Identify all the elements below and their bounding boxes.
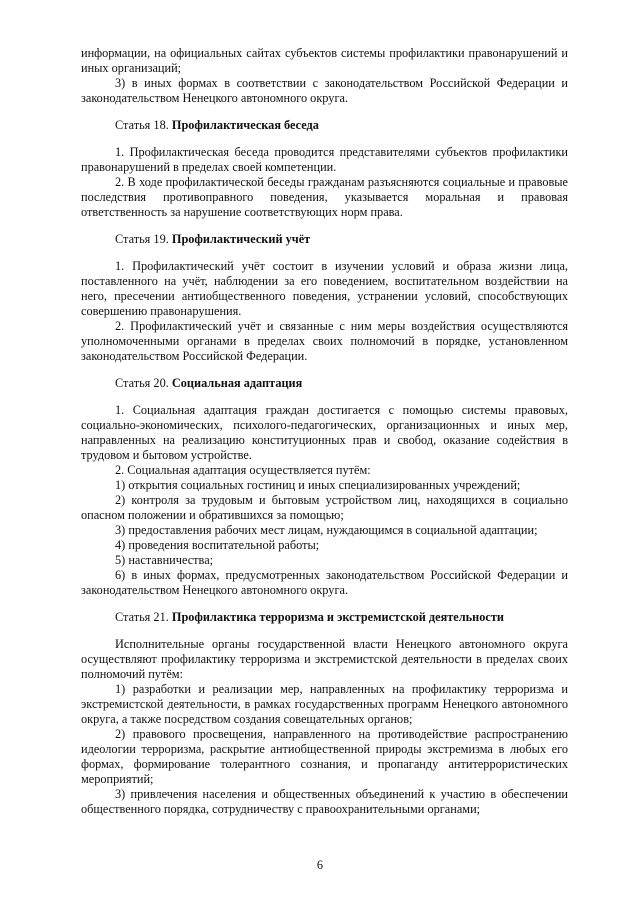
article-title: Социальная адаптация <box>171 376 303 390</box>
paragraph: 2. Социальная адаптация осуществляется путём: <box>115 463 371 477</box>
article-heading <box>81 610 568 625</box>
article-heading <box>81 232 568 247</box>
article-number: Статья 18. <box>115 118 172 132</box>
paragraph: 1) открытия социальных гостиниц и иных специализированных учреждений; <box>115 478 521 492</box>
paragraph: 3) привлечения населения и общественных объединений к участию в обеспечении общественного порядка, сотрудничеству с правоохранительными органами; <box>81 787 568 816</box>
paragraph: 5) наставничества; <box>115 553 214 567</box>
paragraph: 6) в иных формах, предусмотренных законодательством Российской Федерации и законодательством Ненецкого автономного округа. <box>81 568 568 597</box>
paragraph: 4) проведения воспитательной работы; <box>115 538 320 552</box>
article-heading <box>81 376 568 391</box>
paragraph: информации, на официальных сайтах субъектов системы профилактики правонарушений и иных организаций; <box>81 46 568 75</box>
document-body <box>81 46 568 817</box>
article-number: Статья 21. <box>115 610 172 624</box>
paragraph: 3) предоставления рабочих мест лицам, нуждающимся в социальной адаптации; <box>115 523 538 537</box>
page-number: 6 <box>316 858 324 872</box>
paragraph: 2. В ходе профилактической беседы гражданам разъясняются социальные и правовые последствия противоправного поведения, указывается моральная и правовая ответственность за нарушение соответствующих норм права. <box>81 175 568 219</box>
paragraph: 3) в иных формах в соответствии с законодательством Российской Федерации и законодательством Ненецкого автономного округа. <box>81 76 568 105</box>
paragraph: Исполнительные органы государственной власти Ненецкого автономного округа осуществляют профилактику терроризма и экстремистской деятельности в пределах своих полномочий путём: <box>81 637 568 681</box>
article-title: Профилактическая беседа <box>171 118 319 132</box>
paragraph: 1. Профилактический учёт состоит в изучении условий и образа жизни лица, поставленного на учёт, наблюдении за его поведением, воспитательном воздействии на него, пресечении антиобщественного поведения, устранении условий, способствующих совершению правонарушения. <box>81 259 568 318</box>
article-number: Статья 19. <box>115 232 172 246</box>
paragraph: 2) контроля за трудовым и бытовым устройством лиц, находящихся в социально опасном положении и обратившихся за помощью; <box>81 493 568 522</box>
article-title: Профилактический учёт <box>171 232 311 246</box>
paragraph: 2. Профилактический учёт и связанные с ним меры воздействия осуществляются уполномоченными органами в пределах своих полномочий в порядке, установленном законодательством Российской Федерации. <box>81 319 568 363</box>
paragraph: 2) правового просвещения, направленного на противодействие распространению идеологии терроризма, раскрытие антиобщественной природы экстремизма в любых его формах, формирование толерантного сознания, и пропаганду антитеррористических мероприятий; <box>81 727 568 786</box>
article-title: Профилактика терроризма и экстремистской деятельности <box>171 610 504 624</box>
paragraph: 1. Профилактическая беседа проводится представителями субъектов профилактики правонарушений в пределах своей компетенции. <box>81 145 568 174</box>
article-number: Статья 20. <box>115 376 172 390</box>
paragraph: 1) разработки и реализации мер, направленных на профилактику терроризма и экстремистской деятельности, в рамках государственных программ Ненецкого автономного округа, а также посредством создания совещательных органов; <box>81 682 568 726</box>
paragraph: 1. Социальная адаптация граждан достигается с помощью системы правовых, социально-экономических, психолого-педагогических, организационных и иных мер, направленных на реализацию конституционных прав и свобод, оказание содействия в трудовом и бытовом устройстве. <box>81 403 568 462</box>
article-heading <box>81 118 568 133</box>
